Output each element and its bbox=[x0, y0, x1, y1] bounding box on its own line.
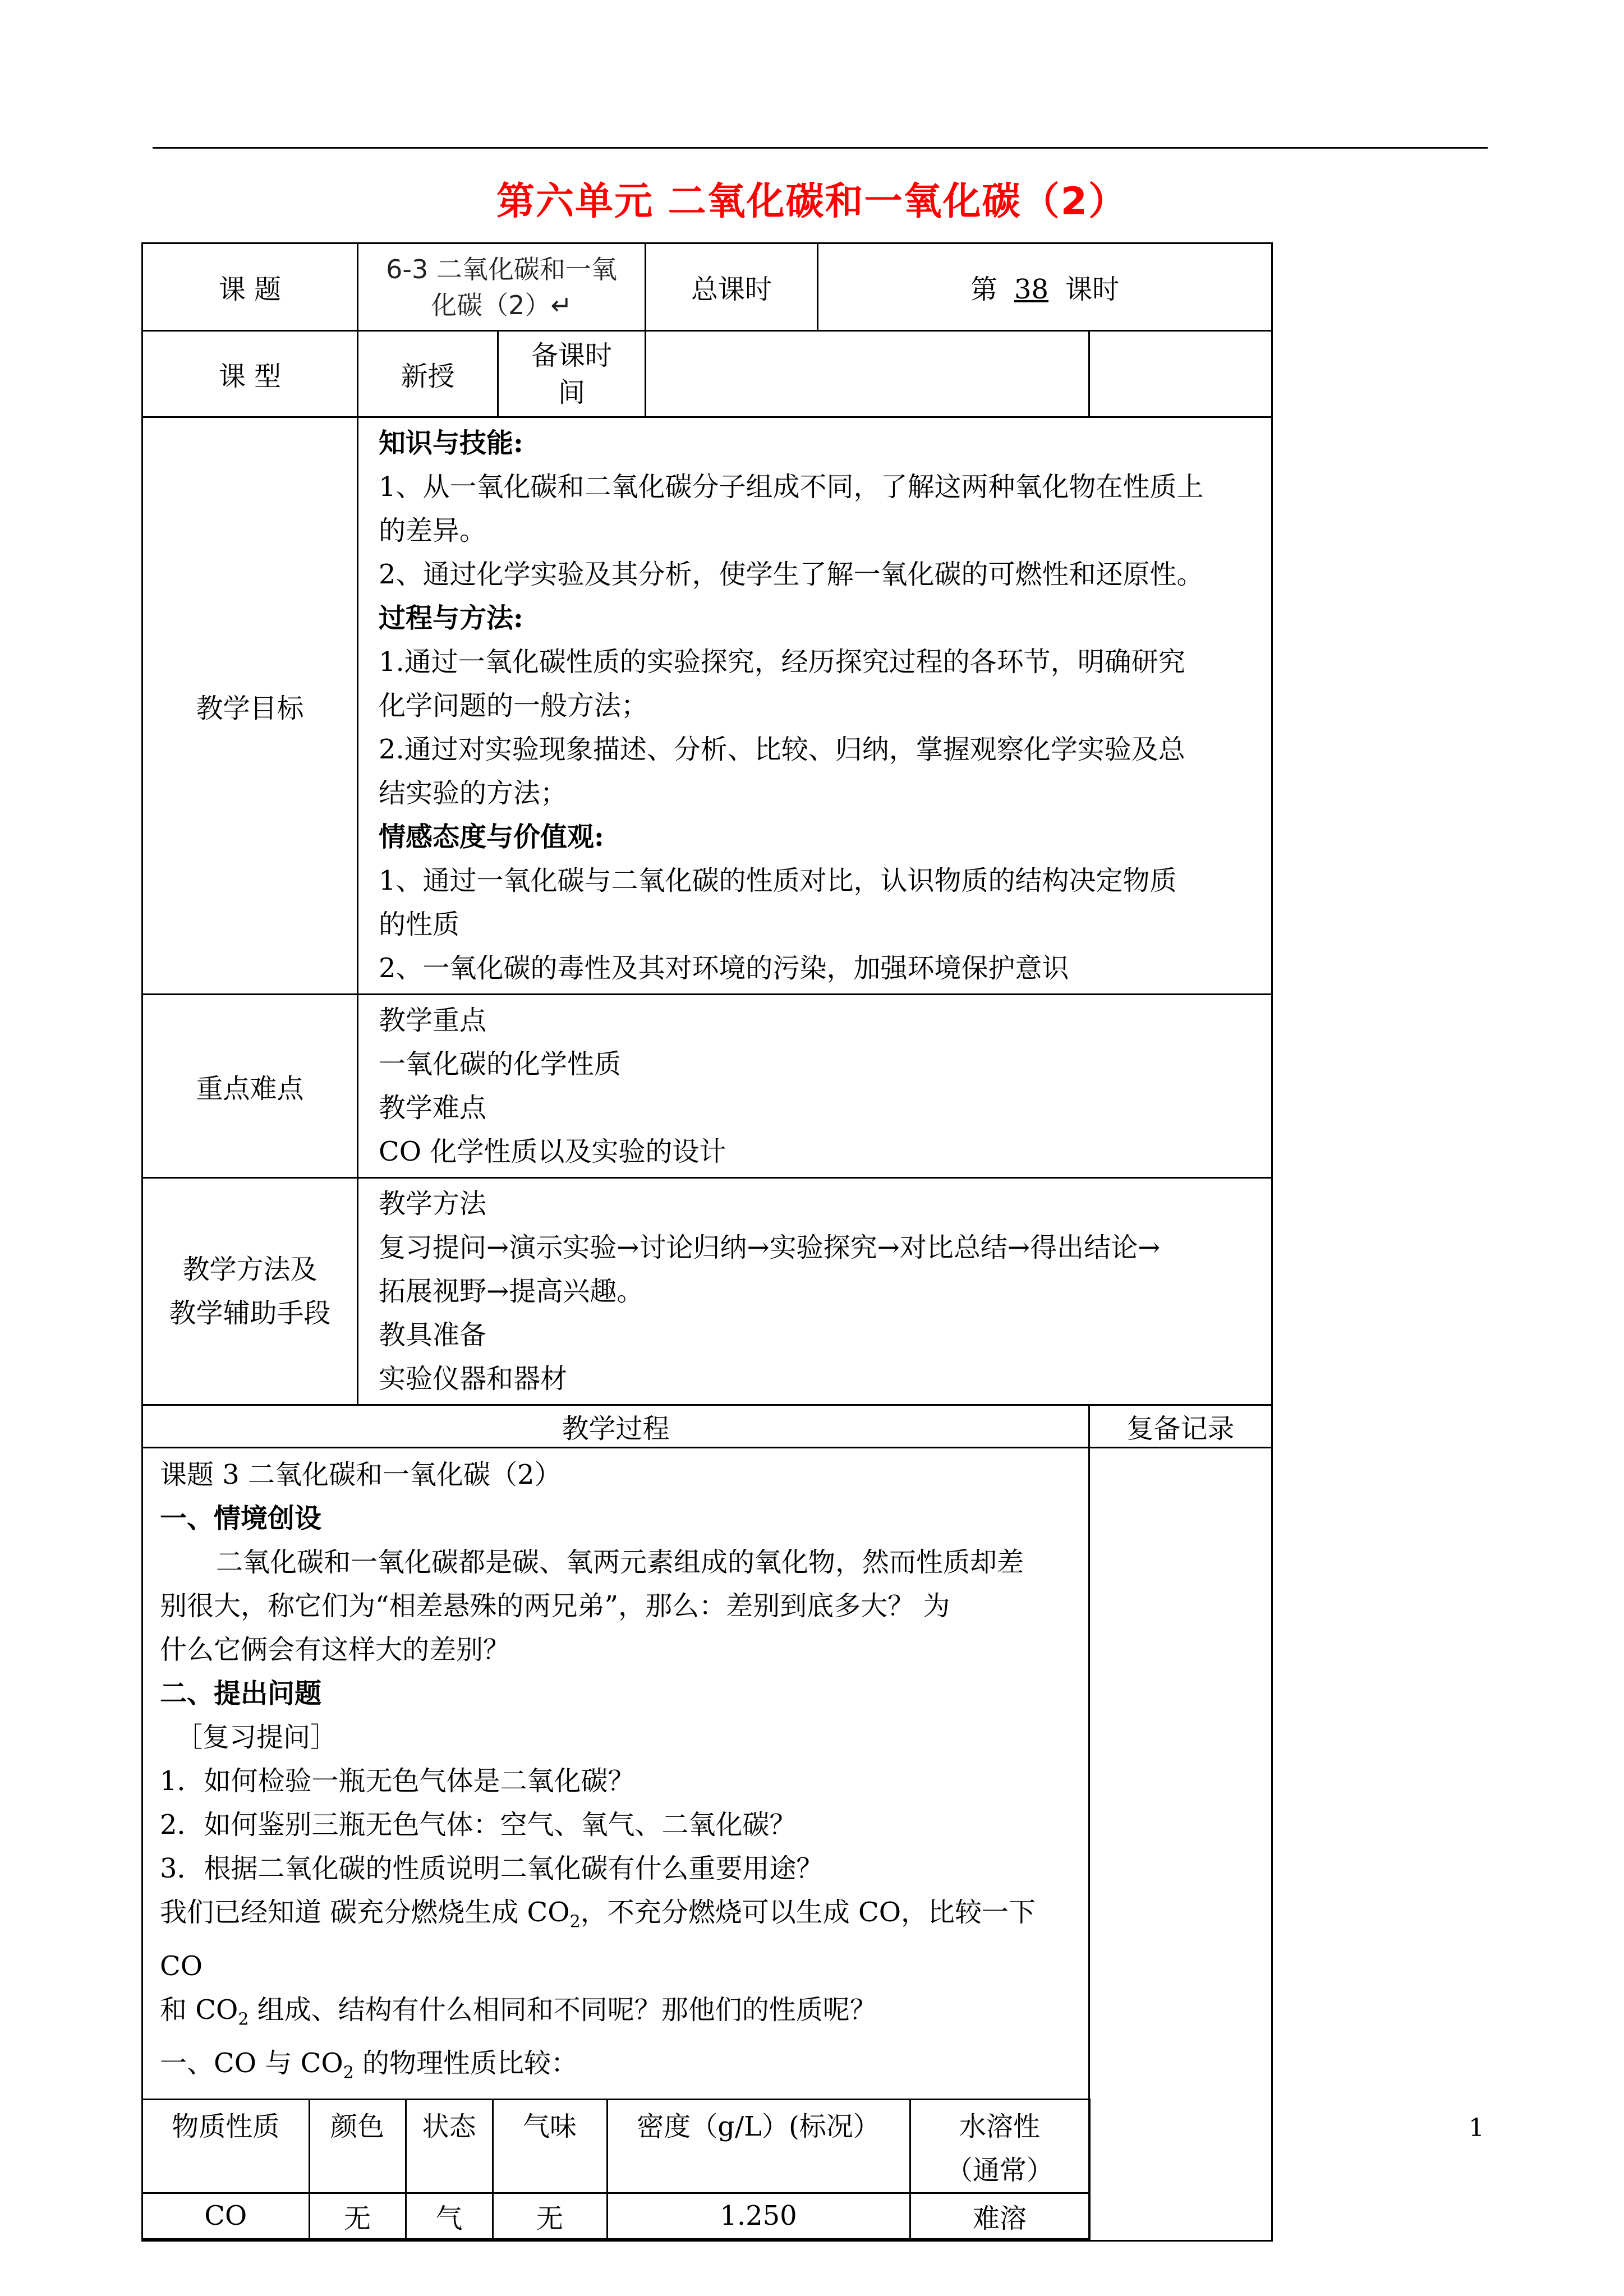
objectives-label: 教学目标 bbox=[142, 417, 358, 995]
header-cell: 状态 bbox=[406, 2099, 493, 2193]
comparison-header-row bbox=[143, 2099, 1089, 2193]
objectives-content: 知识与技能: 1、从一氧化碳和二氧化碳分子组成不同，了解这两种氧化物在性质上 的差异。 2、通过化学实验及其分析，使学生了解一氧化碳的可燃性和还原性。 过程与方法: 1.通过一氧化碳性质的实验探究，经历探究过程的各环节，明确研究 化学问题的一般方法； 2.通过对实验现象描述、分析、比较、归纳，掌握观察化学实验及总 结实验的方法； 情感态度与价值观: 1、通过一氧化碳与二氧化碳的性质对比，认识物质的结构决定物质 的性质 2、一氧化碳的毒性及其对环境的污染，加强环境保护意识 bbox=[358, 417, 1272, 995]
table-cell: CO bbox=[143, 2193, 309, 2239]
comparison-table bbox=[143, 2099, 1091, 2240]
prep-time-label: 备课时 间 bbox=[498, 331, 646, 417]
key-points-content: 教学重点 一氧化碳的化学性质 教学难点 CO 化学性质以及实验的设计 bbox=[358, 995, 1272, 1178]
methods-label: 教学方法及 教学辅助手段 bbox=[142, 1178, 358, 1405]
table-row bbox=[143, 2193, 1089, 2239]
page-title: 第六单元 二氧化碳和一氧化碳（2） bbox=[496, 180, 1128, 224]
process-header: 教学过程 bbox=[142, 1405, 1089, 1448]
lesson-plan-table bbox=[141, 242, 1273, 2242]
topic-label: 课 题 bbox=[142, 243, 358, 331]
methods-row bbox=[142, 1178, 1272, 1405]
key-points-row bbox=[142, 995, 1272, 1178]
header-cell: 物质性质 bbox=[143, 2099, 309, 2193]
prep-time-value bbox=[646, 331, 1089, 417]
table-cell: 无 bbox=[493, 2193, 607, 2239]
header-rule bbox=[153, 147, 1488, 149]
record-content bbox=[1089, 1448, 1272, 2241]
period-value: 第 38 课时 bbox=[818, 243, 1272, 331]
header-cell-solubility: 水溶性 （通常） bbox=[910, 2099, 1089, 2193]
table-cell: 无 bbox=[309, 2193, 406, 2239]
table-cell: 气 bbox=[406, 2193, 493, 2239]
header-cell: 气味 bbox=[493, 2099, 607, 2193]
process-content: 课题 3 二氧化碳和一氧化碳（2） 一、情境创设 二氧化碳和一氧化碳都是碳、氧两元素组成的氧化物，然而性质却差 别很大，称它们为“相差悬殊的两兄弟”，那么：差别到底多大？ 为 什么它俩会有这样大的差别？ 二、提出问题 ［复习提问］ 1．如何检验一瓶无色气体是二氧化碳？ 2．如何鉴别三瓶无色气体：空气、氧气、二氧化碳？ 3．根据二氧化碳的性质说明二氧化碳有什么重要用途？ 我们已经知道 碳充分燃烧生成 $CO_2$，不充分燃烧可以生成 CO，比较一下 CO 和 $CO_2$ 组成、结构有什么相同和不同呢？那他们的性质呢？ 一、CO 与 $CO_2$ 的物理性质比较： 物质性质 颜色 状态 气味 密度（g/L）(标况） 水溶性 （通常） CO 无 气 无 1.250 难溶 bbox=[142, 1448, 1089, 2241]
type-label: 课 型 bbox=[142, 331, 358, 417]
type-value: 新授 bbox=[358, 331, 498, 417]
header-cell: 颜色 bbox=[309, 2099, 406, 2193]
record-header: 复备记录 bbox=[1089, 1405, 1272, 1448]
table-cell: 难溶 bbox=[910, 2193, 1089, 2239]
prep-time-extra bbox=[1089, 331, 1272, 417]
header-cell: 密度（g/L）(标况） bbox=[607, 2099, 910, 2193]
key-points-label: 重点难点 bbox=[142, 995, 358, 1178]
methods-content: 教学方法 复习提问→演示实验→讨论归纳→实验探究→对比总结→得出结论→ 拓展视野→提高兴趣。 教具准备 实验仪器和器材 bbox=[358, 1178, 1272, 1405]
table-cell: 1.250 bbox=[607, 2193, 910, 2239]
type-row bbox=[142, 331, 1272, 417]
topic-value: 6-3 二氧化碳和一氧 化碳（2）↵ bbox=[358, 243, 646, 331]
objectives-row bbox=[142, 417, 1272, 995]
total-hours-label: 总课时 bbox=[646, 243, 818, 331]
page-number: 1 bbox=[1469, 2114, 1484, 2142]
process-header-row bbox=[142, 1405, 1272, 1448]
topic-row bbox=[142, 243, 1272, 331]
process-row bbox=[142, 1448, 1272, 2241]
